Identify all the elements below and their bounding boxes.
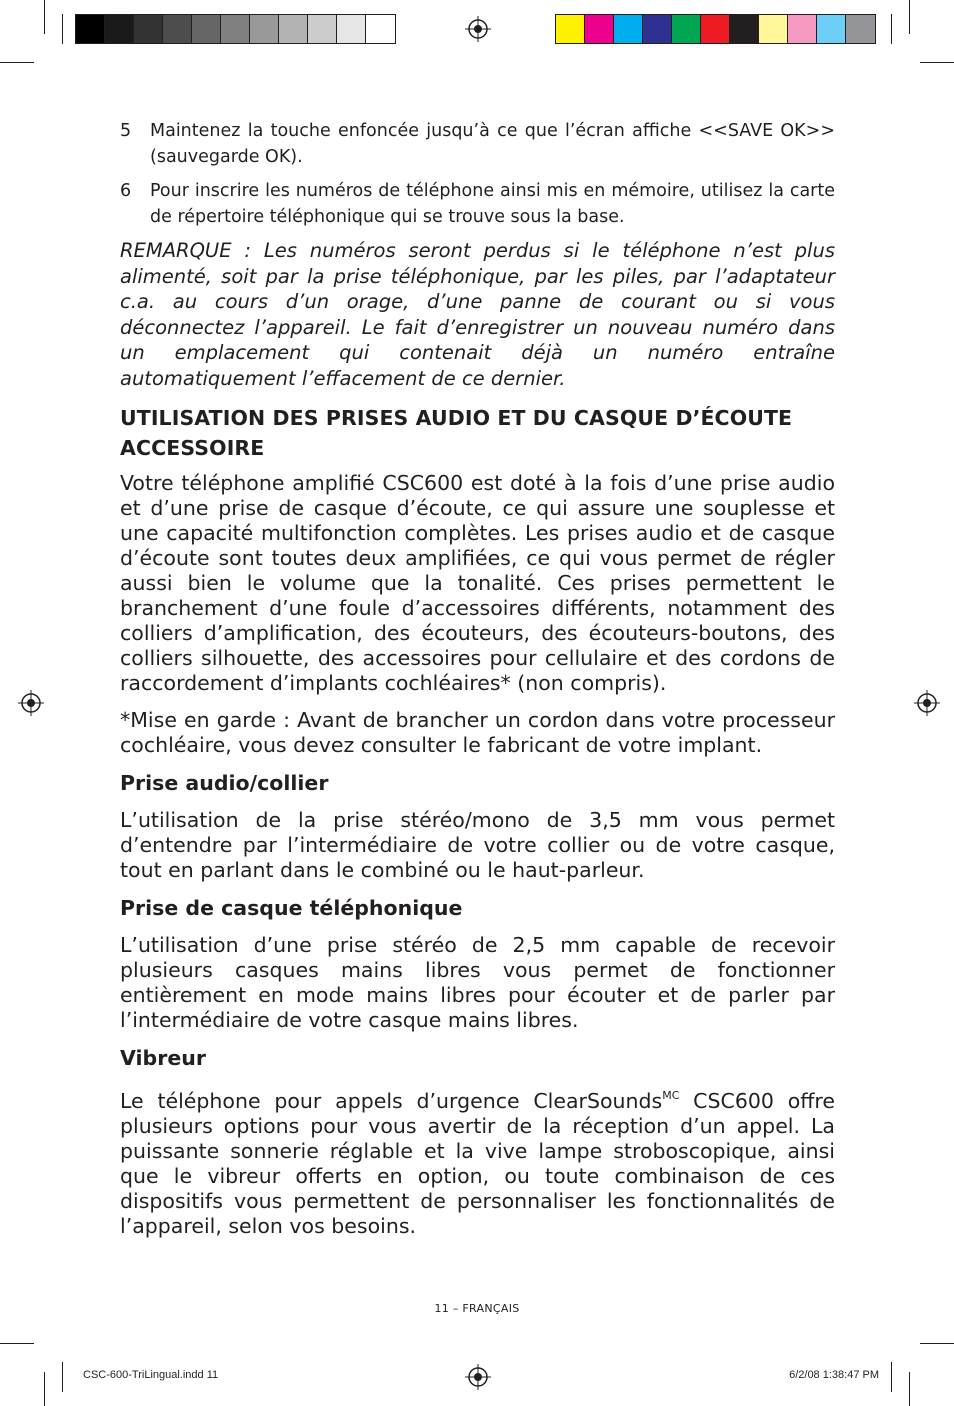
gray-color-bar [75, 14, 396, 44]
color-swatch [308, 15, 337, 43]
color-swatch [192, 15, 221, 43]
step-number: 6 [120, 181, 132, 201]
intro-paragraph: Votre téléphone amplifié CSC600 est doté à la fois d’une prise audio et d’une prise de casque d’écoute, ce qui assure une souplesse et une capacité multifonction complètes. Les prises audio et de casque d’écoute sont toutes deux amplifiées, ce qui vous permet de régler aussi bien le volume que la tonalité. Ces prises permettent le branchement d’une foule d’accessoires différents, notamment des colliers d’amplification, des écouteurs, des écouteurs-boutons, des colliers silhouette, des accessoires pour cellulaire et des cordons de raccordement d’implants cochléaires* (non compris). [120, 471, 835, 695]
audio-jack-paragraph: L’utilisation de la prise stéréo/mono de 3,5 mm vous permet d’entendre par l’intermédiaire de votre collier ou de votre casque, tout en parlant dans le combiné ou le haut-parleur. [120, 808, 835, 882]
color-swatch [730, 15, 759, 43]
color-swatch [279, 15, 308, 43]
color-swatch [614, 15, 643, 43]
color-swatch [76, 15, 105, 43]
vibrator-paragraph [120, 1083, 835, 1239]
crop-mark [62, 14, 63, 44]
step-text: Maintenez la touche enfoncée jusqu’à ce que l’écran affiche <<SAVE OK>> (sauvegarde OK). [150, 121, 835, 167]
registration-mark-icon [465, 1364, 491, 1390]
vibrator-text-end: CSC600 offre plusieurs options pour vous avertir de la réception d’un appel. La puissante sonnerie réglable et la vive lampe stroboscopique, ainsi que le vibreur offerts en option, ou toute combinaison de ces dispositifs vous permettent de personnaliser les fonctionnalités de l’appareil, selon vos besoins. [120, 1089, 835, 1238]
color-swatch [672, 15, 701, 43]
color-swatch [250, 15, 279, 43]
color-swatch [105, 15, 134, 43]
crop-mark [0, 1343, 34, 1344]
section-title: UTILISATION DES PRISES AUDIO ET DU CASQUE D’ÉCOUTE ACCESSOIRE [120, 406, 793, 460]
crop-mark [44, 0, 45, 34]
page-content [120, 118, 835, 1251]
color-swatch [701, 15, 730, 43]
vibrator-heading: Vibreur [120, 1046, 206, 1070]
step-text: Pour inscrire les numéros de téléphone ainsi mis en mémoire, utilisez la carte de répertoire téléphonique qui se trouve sous la base. [150, 181, 835, 227]
headset-jack-paragraph: L’utilisation d’une prise stéréo de 2,5 mm capable de recevoir plusieurs casques mains libres vous permet de fonctionner entièrement en mode mains libres pour écouter et de parler par l’intermédiaire de votre casque mains libres. [120, 933, 835, 1032]
list-item [120, 178, 835, 230]
audio-jack-heading: Prise audio/collier [120, 771, 329, 795]
color-swatch [134, 15, 163, 43]
color-swatch [585, 15, 614, 43]
crop-mark [44, 1372, 45, 1406]
headset-jack-heading: Prise de casque téléphonique [120, 896, 463, 920]
vibrator-text-start: Le téléphone pour appels d’urgence ClearSounds [120, 1089, 663, 1113]
crop-mark [920, 1343, 954, 1344]
crop-mark [909, 0, 910, 34]
process-color-bar [555, 14, 876, 44]
color-swatch [221, 15, 250, 43]
slug-timestamp: 6/2/08 1:38:47 PM [789, 1369, 879, 1381]
crop-mark [0, 62, 34, 63]
slug-filename: CSC-600-TriLingual.indd 11 [83, 1369, 219, 1381]
crop-mark [909, 1372, 910, 1406]
crop-mark [62, 1362, 63, 1392]
color-swatch [556, 15, 585, 43]
remark-note: REMARQUE : Les numéros seront perdus si le téléphone n’est plus alimenté, soit par la prise téléphonique, par les piles, par l’adaptateur c.a. au cours d’un orage, d’une panne de courant ou si vous déconnectez l’appareil. Le fait d’enregistrer un nouveau numéro dans un emplacement qui contenait déjà un numéro entraîne automatiquement l’effacement de ce dernier. [120, 239, 835, 390]
color-swatch [163, 15, 192, 43]
list-item [120, 118, 835, 170]
trademark-mark: MC [662, 1089, 680, 1102]
crop-mark [891, 1362, 892, 1392]
color-swatch [846, 15, 875, 43]
registration-mark-icon [18, 690, 44, 716]
registration-mark-icon [914, 690, 940, 716]
color-swatch [366, 15, 395, 43]
color-swatch [337, 15, 366, 43]
page-folio: 11 – FRANÇAIS [434, 1302, 520, 1315]
caution-paragraph: *Mise en garde : Avant de brancher un cordon dans votre processeur cochléaire, vous devez consulter le fabricant de votre implant. [120, 708, 835, 757]
color-swatch [643, 15, 672, 43]
step-number: 5 [120, 121, 132, 141]
color-swatch [788, 15, 817, 43]
color-swatch [817, 15, 846, 43]
crop-mark [920, 62, 954, 63]
crop-mark [891, 14, 892, 44]
registration-mark-icon [465, 16, 491, 42]
color-swatch [759, 15, 788, 43]
